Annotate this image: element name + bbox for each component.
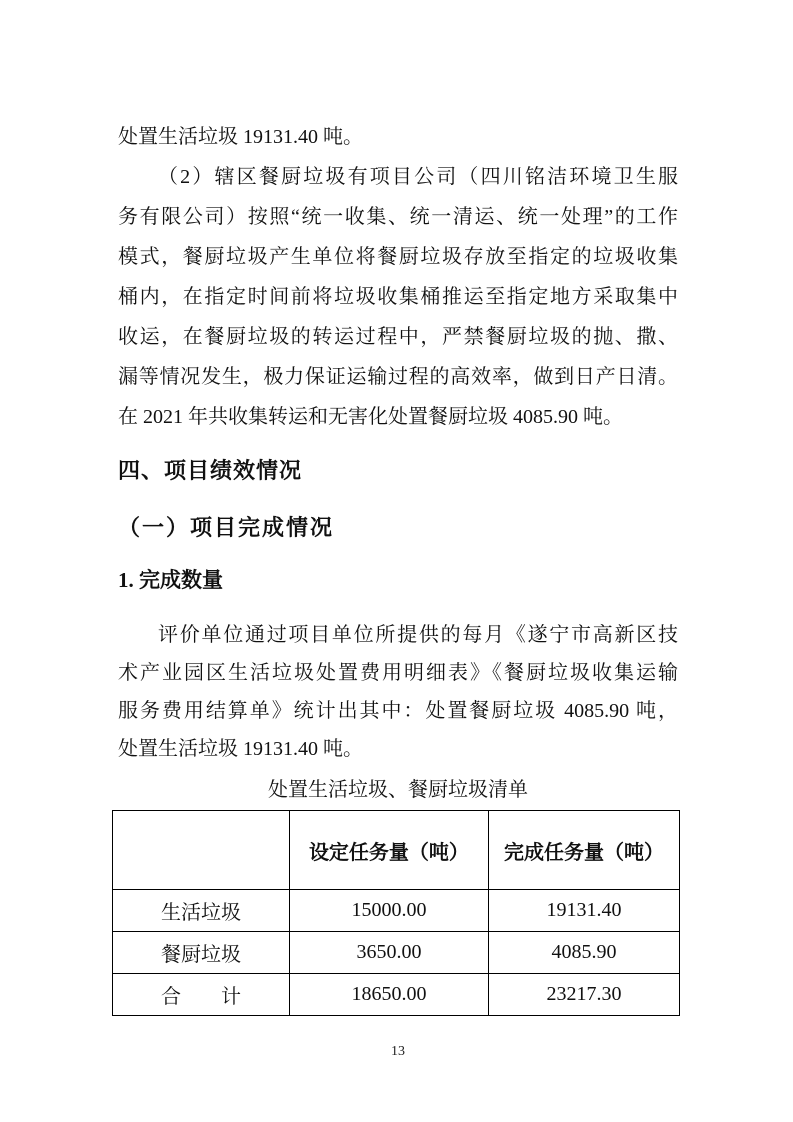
paragraph-quantity-statistics [118,616,678,768]
set-task-value: 18650.00 [289,974,488,1016]
body-line: 术产业园区生活垃圾处置费用明细表》《餐厨垃圾收集运输 [118,662,678,684]
paragraph-kitchen-waste-process [118,157,678,437]
body-line: 务有限公司）按照“统一收集、统一清运、统一处理”的工作 [118,206,678,228]
table-row-domestic-waste [113,890,680,932]
body-line: 在 2021 年共收集转运和无害化处置餐厨垃圾 4085.90 吨。 [118,406,623,428]
row-label: 合 计 [113,974,290,1016]
row-label: 生活垃圾 [113,890,290,932]
page-content [118,117,678,1062]
body-line: 处置生活垃圾 19131.40 吨。 [118,126,363,148]
body-line: 处置生活垃圾 19131.40 吨。 [118,738,363,760]
set-task-value: 3650.00 [289,932,488,974]
set-task-value: 15000.00 [289,890,488,932]
body-line: 漏等情况发生，极力保证运输过程的高效率，做到日产日清。 [118,366,678,388]
table-body [113,890,680,1016]
body-line: 收运，在餐厨垃圾的转运过程中，严禁餐厨垃圾的抛、撒、 [118,326,678,348]
row-label: 餐厨垃圾 [113,932,290,974]
body-line: 桶内，在指定时间前将垃圾收集桶推运至指定地方采取集中 [118,286,678,308]
done-task-value: 23217.30 [488,974,679,1016]
header-cell-set-task: 设定任务量（吨） [289,811,488,890]
done-task-value: 4085.90 [488,932,679,974]
table-header [113,811,680,890]
waste-disposal-table [112,810,680,1016]
header-cell-done-task: 完成任务量（吨） [488,811,679,890]
body-line: 评价单位通过项目单位所提供的每月《遂宁市高新区技 [158,624,678,646]
subsection-heading-project-completion: （一）项目完成情况 [118,515,335,540]
paragraph-continuation [118,117,678,157]
done-task-value: 19131.40 [488,890,679,932]
body-line: 服务费用结算单》统计出其中：处置餐厨垃圾 4085.90 吨， [118,700,678,722]
table-row-total [113,974,680,1016]
table-caption: 处置生活垃圾、餐厨垃圾清单 [268,779,528,801]
table-header-row [113,811,680,890]
page-number: 13 [391,1044,405,1059]
body-line: 模式，餐厨垃圾产生单位将餐厨垃圾存放至指定的垃圾收集 [118,246,678,268]
section-heading-project-performance: 四、项目绩效情况 [118,458,303,483]
subsubsection-heading-completed-quantity: 1. 完成数量 [118,568,223,592]
header-cell-empty [113,811,290,890]
table-row-kitchen-waste [113,932,680,974]
body-line: （2）辖区餐厨垃圾有项目公司（四川铭洁环境卫生服 [158,166,678,188]
